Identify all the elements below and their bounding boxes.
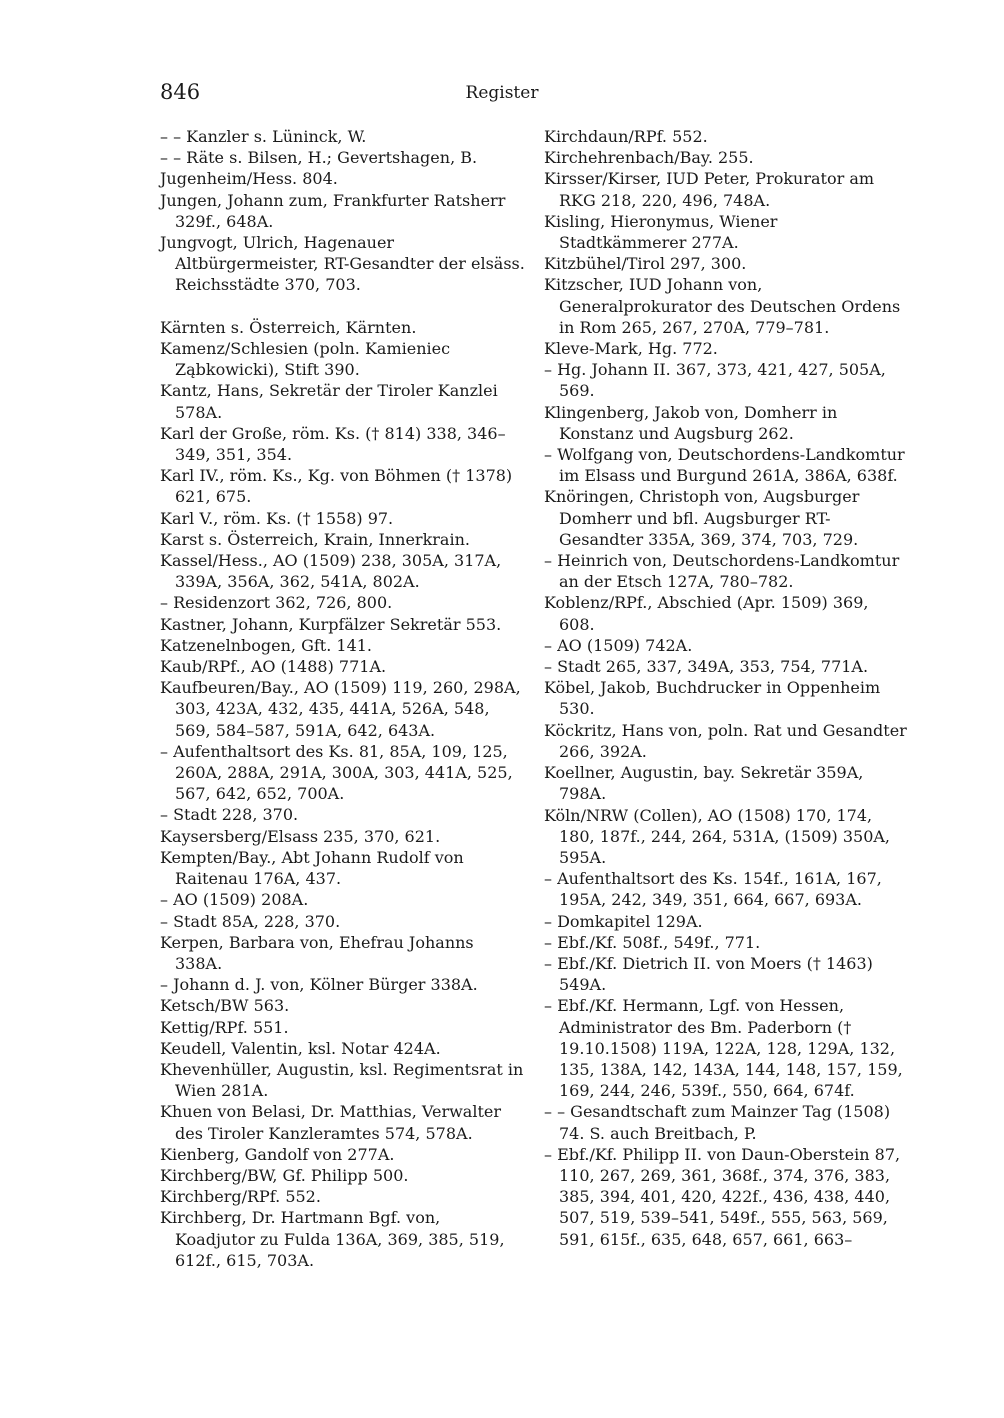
index-entry: Kitzscher, IUD Johann von, Generalprokurator des Deutschen Ordens in Rom 265, 267, 270A, 779–781. [544, 275, 901, 337]
index-entry: Karl V., röm. Ks. († 1558) 97. [160, 508, 394, 528]
index-entry: – Ebf./Kf. Dietrich II. von Moers († 1463) 549A. [544, 953, 873, 995]
index-entry: – Stadt 228, 370. [160, 805, 299, 825]
index-column-right [544, 126, 909, 1250]
index-entry: Kastner, Johann, Kurpfälzer Sekretär 553. [160, 614, 502, 634]
index-entry: Keudell, Valentin, ksl. Notar 424A. [160, 1038, 441, 1058]
index-entry: Kettig/RPf. 551. [160, 1017, 289, 1037]
index-entry: Kaufbeuren/Bay., AO (1509) 119, 260, 298A, 303, 423A, 432, 435, 441A, 526A, 548, 569, 584–587, 591A, 642, 643A. [160, 678, 521, 740]
index-entry: Kirchberg/RPf. 552. [160, 1187, 321, 1207]
index-entry: Karl IV., röm. Ks., Kg. von Böhmen († 1378) 621, 675. [160, 466, 513, 507]
index-entry: Kirsser/Kirser, IUD Peter, Prokurator am RKG 218, 220, 496, 748A. [544, 169, 875, 210]
index-entry: – Domkapitel 129A. [544, 911, 703, 931]
index-entry: Karst s. Österreich, Krain, Innerkrain. [160, 529, 470, 549]
index-entry: – – Räte s. Bilsen, H.; Gevertshagen, B. [160, 148, 478, 168]
index-entry: Kerpen, Barbara von, Ehefrau Johanns 338A. [160, 932, 474, 973]
index-entry: – Wolfgang von, Deutschordens-Landkomtur im Elsass und Burgund 261A, 386A, 638f. [544, 445, 905, 486]
index-column-left [160, 126, 525, 1271]
index-entry: – Ebf./Kf. 508f., 549f., 771. [544, 932, 761, 952]
index-entry: Jugenheim/Hess. 804. [160, 169, 338, 189]
index-entry: Kisling, Hieronymus, Wiener Stadtkämmerer 277A. [544, 211, 778, 253]
index-entry: Khuen von Belasi, Dr. Matthias, Verwalter des Tiroler Kanzleramtes 574, 578A. [160, 1102, 501, 1143]
index-entry: – – Kanzler s. Lüninck, W. [160, 127, 367, 146]
index-entry: Kempten/Bay., Abt Johann Rudolf von Raitenau 176A, 437. [160, 847, 464, 889]
index-entry: Kirchehrenbach/Bay. 255. [544, 148, 754, 168]
index-entry: – Residenzort 362, 726, 800. [160, 593, 393, 613]
index-entry: Jungvogt, Ulrich, Hagenauer Altbürgermeister, RT-Gesandter der elsäss. Reichsstädte 370, 703. [160, 233, 525, 295]
running-title: Register [465, 83, 539, 103]
index-entry: Ketsch/BW 563. [160, 996, 290, 1016]
index-entry: Koblenz/RPf., Abschied (Apr. 1509) 369, 608. [544, 593, 869, 634]
index-entry: Köckritz, Hans von, poln. Rat und Gesandter 266, 392A. [544, 720, 907, 761]
index-entry: Kitzbühel/Tirol 297, 300. [544, 254, 747, 274]
section-gap [160, 296, 525, 317]
index-entry: Kleve-Mark, Hg. 772. [544, 339, 718, 359]
index-entry: Kirchberg, Dr. Hartmann Bgf. von, Koadjutor zu Fulda 136A, 369, 385, 519, 612f., 615, 703A. [160, 1208, 505, 1270]
index-entry: Köln/NRW (Collen), AO (1508) 170, 174, 180, 187f., 244, 264, 531A, (1509) 350A, 595A. [544, 805, 891, 867]
index-entry: – Johann d. J. von, Kölner Bürger 338A. [160, 975, 478, 995]
index-entry: Knöringen, Christoph von, Augsburger Domherr und bfl. Augsburger RT-Gesandter 335A, 369, 374, 703, 729. [544, 487, 860, 549]
index-entry: – Hg. Johann II. 367, 373, 421, 427, 505A, 569. [544, 360, 886, 401]
index-entry: Khevenhüller, Augustin, ksl. Regimentsrat in Wien 281A. [160, 1059, 524, 1101]
index-entry: Kaysersberg/Elsass 235, 370, 621. [160, 826, 441, 846]
index-entry: – Stadt 85A, 228, 370. [160, 911, 341, 931]
index-entry: Karl der Große, röm. Ks. († 814) 338, 346–349, 351, 354. [160, 423, 506, 465]
index-entry: Kassel/Hess., AO (1509) 238, 305A, 317A, 339A, 356A, 362, 541A, 802A. [160, 551, 502, 592]
index-entry: Jungen, Johann zum, Frankfurter Ratsherr 329f., 648A. [160, 190, 506, 231]
index-entry: – Aufenthaltsort des Ks. 154f., 161A, 167, 195A, 242, 349, 351, 664, 667, 693A. [544, 869, 882, 910]
index-entry: Köbel, Jakob, Buchdrucker in Oppenheim 530. [544, 678, 881, 719]
index-entry: Koellner, Augustin, bay. Sekretär 359A, 798A. [544, 763, 864, 804]
index-entry: Kamenz/Schlesien (poln. Kamieniec Ząbkowicki), Stift 390. [160, 339, 451, 380]
index-entry: Kirchberg/BW, Gf. Philipp 500. [160, 1165, 409, 1185]
index-entry: – AO (1509) 742A. [544, 635, 693, 655]
index-entry: Kärnten s. Österreich, Kärnten. [160, 317, 417, 337]
index-entry: Kirchdaun/RPf. 552. [544, 127, 708, 146]
index-entry: Kaub/RPf., AO (1488) 771A. [160, 657, 387, 677]
index-entry: Klingenberg, Jakob von, Domherr in Konstanz und Augsburg 262. [544, 402, 838, 443]
index-entry: – Ebf./Kf. Hermann, Lgf. von Hessen, Administrator des Bm. Paderborn († 19.10.1508) 119A, 122A, 128, 129A, 132, 135, 138A, 142, 143A, 144, 148, 157, 159, 169, 244, 246, 539f., 550, 664, 674f. [544, 996, 903, 1101]
index-entry: Kantz, Hans, Sekretär der Tiroler Kanzlei 578A. [160, 381, 498, 422]
index-entry: – – Gesandtschaft zum Mainzer Tag (1508) 74. S. auch Breitbach, P. [544, 1102, 891, 1143]
index-entry: Kienberg, Gandolf von 277A. [160, 1144, 395, 1164]
index-entry: – Stadt 265, 337, 349A, 353, 754, 771A. [544, 657, 869, 677]
index-entry: Katzenelnbogen, Gft. 141. [160, 635, 373, 655]
index-entry: – Heinrich von, Deutschordens-Landkomtur an der Etsch 127A, 780–782. [544, 551, 900, 592]
index-entry: – Aufenthaltsort des Ks. 81, 85A, 109, 125, 260A, 288A, 291A, 300A, 303, 441A, 525, 567, 642, 652, 700A. [160, 741, 513, 804]
page-number: 846 [160, 80, 201, 104]
index-entry: – AO (1509) 208A. [160, 890, 309, 910]
index-entry: – Ebf./Kf. Philipp II. von Daun-Oberstein 87, 110, 267, 269, 361, 368f., 374, 376, 383, 385, 394, 401, 420, 422f., 436, 438, 440, 507, 519, 539–541, 549f., 555, 563, 569, 591, 615f., 635, 648, 657, 661, 663– [544, 1144, 901, 1249]
